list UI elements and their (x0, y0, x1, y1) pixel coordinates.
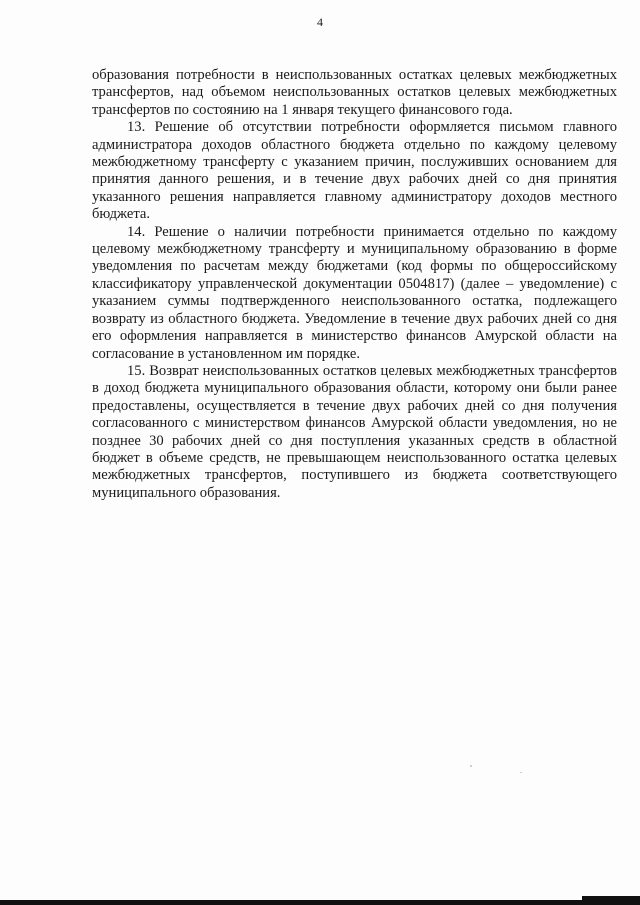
scan-edge-corner (582, 896, 640, 905)
page-number: 4 (317, 15, 323, 29)
paragraph-13: 13. Решение об отсутствии потребности оформляется письмом главного администратора доходов областного бюджета отдельно по каждому целевому межбюджетному трансферту с указанием причин, послуживших основанием для принятия данного решения, и в течение двух рабочих дней со дня принятия указанного решения направляется главному администратору доходов местного бюджета. (92, 119, 617, 223)
paragraph-continued: образования потребности в неиспользованных остатках целевых межбюджетных трансфертов, над объемом неиспользованных остатков целевых межбюджетных трансфертов по состоянию на 1 января текущего финансового года. (92, 67, 617, 118)
paragraph-14: 14. Решение о наличии потребности принимается отдельно по каждому целевому межбюджетному трансферту и муниципальному образованию в форме уведомления по расчетам между бюджетами (код формы по общероссийскому классификатору управленческой документации 0504817) (далее – уведомление) с указанием суммы подтвержденного неиспользованного остатка, подлежащего возврату из областного бюджета. Уведомление в течение двух рабочих дней со дня его оформления направляется в министерство финансов Амурской области на согласование в установленном им порядке. (92, 223, 617, 362)
scan-speck (520, 772, 522, 773)
paragraph-15: 15. Возврат неиспользованных остатков целевых межбюджетных трансфертов в доход бюджета муниципального образования области, которому они были ранее предоставлены, осуществляется в течение двух рабочих дней со дня получения согласованного с министерством финансов Амурской области уведомления, но не позднее 30 рабочих дней со дня поступления указанных средств в областной бюджет в объеме средств, не превышающем неиспользованного остатка целевых межбюджетных трансфертов, поступившего из бюджета соответствующего муниципального образования. (92, 362, 617, 501)
scan-speck (470, 765, 472, 767)
scan-edge-bar (0, 900, 640, 905)
document-body (92, 67, 617, 502)
